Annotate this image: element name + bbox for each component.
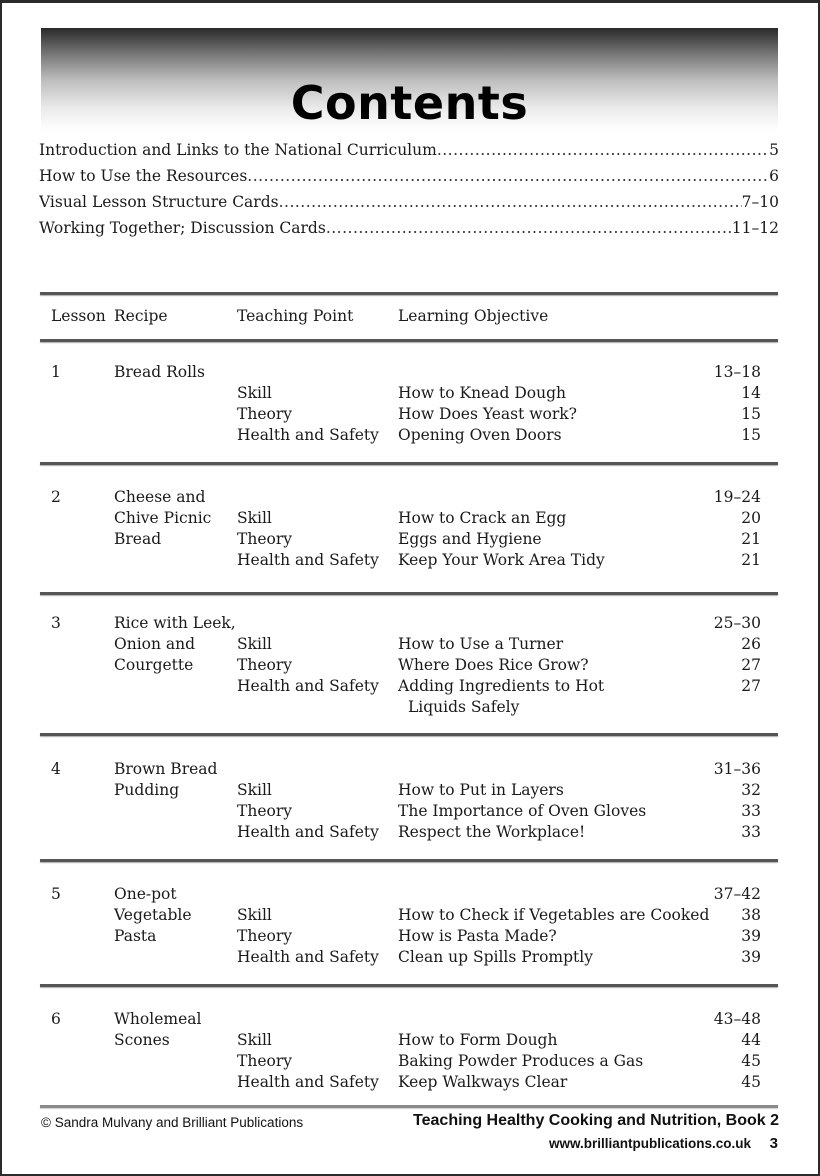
teaching-points bbox=[237, 780, 379, 843]
point-page: 38 bbox=[741, 906, 761, 924]
dot-leader bbox=[326, 215, 732, 241]
lesson-number: 3 bbox=[51, 614, 61, 632]
learning-objective: Adding Ingredients to Hot bbox=[398, 677, 605, 695]
point-page: 21 bbox=[741, 551, 761, 569]
teaching-point: Health and Safety bbox=[237, 426, 379, 444]
learning-objective: Keep Walkways Clear bbox=[398, 1073, 568, 1091]
learning-objective-continued: Liquids Safely bbox=[408, 698, 520, 716]
column-header-teaching-point: Teaching Point bbox=[237, 307, 354, 325]
intro-entry[interactable] bbox=[39, 215, 779, 241]
intro-entry[interactable] bbox=[39, 163, 779, 189]
recipe-line: Vegetable bbox=[114, 906, 192, 924]
learning-objectives bbox=[398, 383, 577, 446]
section-divider bbox=[40, 462, 778, 465]
point-page: 15 bbox=[741, 405, 761, 423]
teaching-point: Theory bbox=[237, 530, 292, 548]
page-numbers bbox=[714, 362, 761, 446]
learning-objective: How Does Yeast work? bbox=[398, 405, 577, 423]
point-page: 45 bbox=[741, 1073, 761, 1091]
learning-objective: How is Pasta Made? bbox=[398, 927, 557, 945]
teaching-points bbox=[237, 508, 379, 571]
point-page: 21 bbox=[741, 530, 761, 548]
teaching-point: Health and Safety bbox=[237, 948, 379, 966]
intro-entry-label: Introduction and Links to the National Curriculum bbox=[39, 141, 437, 159]
learning-objectives bbox=[398, 780, 646, 843]
teaching-point: Theory bbox=[237, 405, 292, 423]
teaching-point: Health and Safety bbox=[237, 823, 379, 841]
section-divider bbox=[40, 984, 778, 987]
recipe-line: Onion and bbox=[114, 635, 196, 653]
column-header-lesson: Lesson bbox=[51, 307, 106, 325]
lesson-recipe bbox=[114, 613, 236, 676]
teaching-points bbox=[237, 383, 379, 446]
lesson-page-range: 25–30 bbox=[713, 614, 761, 632]
footer-url[interactable]: www.brilliantpublications.co.uk bbox=[548, 1136, 751, 1151]
lesson-page-range: 43–48 bbox=[713, 1010, 761, 1028]
learning-objective: Keep Your Work Area Tidy bbox=[398, 551, 605, 569]
page-numbers bbox=[714, 1009, 761, 1093]
teaching-point: Skill bbox=[237, 509, 272, 527]
recipe-line: Pudding bbox=[114, 781, 180, 799]
column-header-recipe: Recipe bbox=[114, 307, 168, 325]
teaching-points bbox=[237, 905, 379, 968]
recipe-line: One-pot bbox=[114, 885, 177, 903]
point-page: 39 bbox=[741, 948, 761, 966]
teaching-point: Theory bbox=[237, 802, 292, 820]
point-page: 32 bbox=[741, 781, 761, 799]
learning-objective: How to Crack an Egg bbox=[398, 509, 567, 527]
recipe-line: Brown Bread bbox=[114, 760, 218, 778]
point-page: 44 bbox=[741, 1031, 761, 1049]
learning-objectives bbox=[398, 1030, 643, 1093]
recipe-line: Scones bbox=[114, 1031, 170, 1049]
footer-rule bbox=[40, 1105, 778, 1108]
recipe-line: Bread bbox=[114, 530, 162, 548]
point-page: 26 bbox=[741, 635, 761, 653]
teaching-point: Theory bbox=[237, 927, 292, 945]
learning-objective: Eggs and Hygiene bbox=[398, 530, 542, 548]
dot-leader bbox=[279, 189, 742, 215]
learning-objective: How to Use a Turner bbox=[398, 635, 564, 653]
learning-objectives bbox=[398, 905, 709, 968]
footer-copyright: © Sandra Mulvany and Brilliant Publications bbox=[41, 1115, 304, 1130]
recipe-line: Rice with Leek, bbox=[114, 614, 236, 632]
teaching-point: Theory bbox=[237, 656, 292, 674]
teaching-point: Skill bbox=[237, 635, 272, 653]
learning-objective: How to Put in Layers bbox=[398, 781, 564, 799]
dot-leader bbox=[247, 163, 769, 189]
learning-objectives bbox=[398, 508, 605, 571]
table-header-rule bbox=[40, 339, 778, 342]
lesson-number: 5 bbox=[51, 885, 61, 903]
lesson-number: 6 bbox=[51, 1010, 61, 1028]
intro-entry-page: 6 bbox=[769, 167, 779, 185]
recipe-line: Courgette bbox=[114, 656, 194, 674]
learning-objective: The Importance of Oven Gloves bbox=[398, 802, 647, 820]
intro-entry-label: Working Together; Discussion Cards bbox=[39, 219, 326, 237]
learning-objectives bbox=[398, 634, 604, 718]
footer-page-number: 3 bbox=[769, 1135, 778, 1152]
intro-entry-page: 11–12 bbox=[731, 219, 779, 237]
intro-entry-page: 5 bbox=[769, 141, 779, 159]
page-numbers bbox=[714, 884, 761, 968]
teaching-point: Health and Safety bbox=[237, 551, 379, 569]
teaching-point: Health and Safety bbox=[237, 1073, 379, 1091]
lesson-page-range: 13–18 bbox=[713, 363, 761, 381]
lesson-number: 2 bbox=[51, 488, 61, 506]
teaching-point: Skill bbox=[237, 781, 272, 799]
page-numbers bbox=[714, 487, 761, 571]
learning-objective: Clean up Spills Promptly bbox=[398, 948, 593, 966]
recipe-line: Wholemeal bbox=[114, 1010, 202, 1028]
lesson-recipe bbox=[114, 487, 211, 550]
lesson-number: 1 bbox=[51, 363, 61, 381]
teaching-points bbox=[237, 1030, 379, 1093]
point-page: 33 bbox=[741, 802, 761, 820]
point-page: 27 bbox=[741, 656, 761, 674]
lesson-recipe bbox=[114, 759, 217, 801]
recipe-line: Cheese and bbox=[114, 488, 206, 506]
learning-objective: Baking Powder Produces a Gas bbox=[398, 1052, 644, 1070]
recipe-line: Chive Picnic bbox=[114, 509, 212, 527]
lesson-number: 4 bbox=[51, 760, 61, 778]
page-numbers bbox=[714, 613, 761, 697]
page-title: Contents bbox=[290, 76, 529, 130]
recipe-line: Pasta bbox=[114, 927, 157, 945]
point-page: 33 bbox=[741, 823, 761, 841]
learning-objective: How to Check if Vegetables are Cooked bbox=[398, 906, 710, 924]
teaching-point: Skill bbox=[237, 384, 272, 402]
point-page: 45 bbox=[741, 1052, 761, 1070]
point-page: 39 bbox=[741, 927, 761, 945]
recipe-line: Bread Rolls bbox=[114, 363, 205, 381]
section-divider bbox=[40, 592, 778, 595]
section-divider bbox=[40, 733, 778, 736]
learning-objective: Opening Oven Doors bbox=[398, 426, 562, 444]
teaching-point: Skill bbox=[237, 1031, 272, 1049]
point-page: 15 bbox=[741, 426, 761, 444]
lesson-page-range: 19–24 bbox=[713, 488, 761, 506]
teaching-point: Skill bbox=[237, 906, 272, 924]
point-page: 14 bbox=[741, 384, 761, 402]
title-banner bbox=[41, 28, 778, 132]
learning-objective: How to Form Dough bbox=[398, 1031, 558, 1049]
footer-book-title: Teaching Healthy Cooking and Nutrition, Book 2 bbox=[413, 1112, 779, 1129]
point-page: 20 bbox=[741, 509, 761, 527]
intro-entry[interactable] bbox=[39, 137, 779, 163]
table-header bbox=[40, 306, 778, 336]
intro-entry-label: How to Use the Resources bbox=[39, 167, 248, 185]
lesson-page-range: 31–36 bbox=[713, 760, 761, 778]
teaching-point: Health and Safety bbox=[237, 677, 379, 695]
teaching-points bbox=[237, 634, 379, 697]
learning-objective: Respect the Workplace! bbox=[398, 823, 586, 841]
intro-contents-list bbox=[39, 137, 779, 241]
section-divider bbox=[40, 859, 778, 862]
lesson-recipe bbox=[114, 1009, 201, 1051]
lesson-page-range: 37–42 bbox=[713, 885, 761, 903]
lesson-recipe bbox=[114, 362, 205, 383]
learning-objective: Where Does Rice Grow? bbox=[398, 656, 589, 674]
lesson-recipe bbox=[114, 884, 192, 947]
learning-objective: How to Knead Dough bbox=[398, 384, 567, 402]
point-page: 27 bbox=[741, 677, 761, 695]
page-numbers bbox=[714, 759, 761, 843]
intro-entry-page: 7–10 bbox=[741, 193, 779, 211]
column-header-learning-objective: Learning Objective bbox=[398, 307, 549, 325]
intro-entry-label: Visual Lesson Structure Cards bbox=[39, 193, 279, 211]
dot-leader bbox=[437, 137, 769, 163]
intro-entry[interactable] bbox=[39, 189, 779, 215]
table-top-rule bbox=[40, 292, 778, 295]
teaching-point: Theory bbox=[237, 1052, 292, 1070]
